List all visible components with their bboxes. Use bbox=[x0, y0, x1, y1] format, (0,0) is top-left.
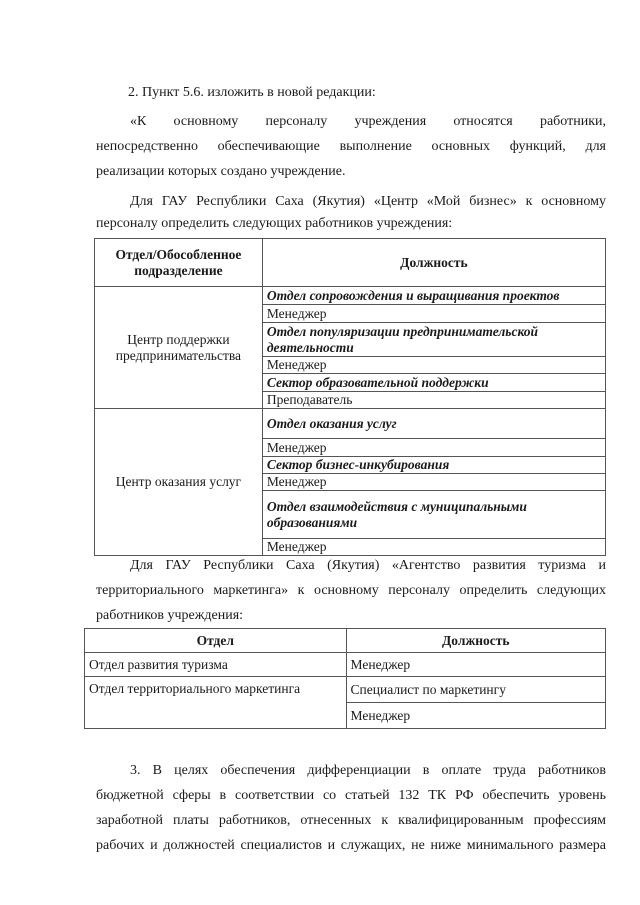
gau-biz-intro-line-2: персоналу определить следующих работников учреждения: bbox=[96, 216, 453, 231]
table2-header-position: Должность bbox=[346, 629, 605, 653]
table2-dept: Отдел территориального маркетинга bbox=[85, 677, 347, 729]
gau-tourism-intro-line-3: работников учреждения: bbox=[96, 608, 244, 623]
table1-dept-4: Отдел оказания услуг bbox=[262, 409, 605, 439]
gau-tourism-intro-line-2: территориального маркетинга» к основному персоналу определить следующих bbox=[96, 583, 606, 598]
item-3-line-1: 3. В целях обеспечения дифференциации в оплате труда работников bbox=[130, 763, 606, 778]
tourism-agency-staff-table bbox=[84, 628, 606, 729]
table1-dept-5: Сектор бизнес-инкубирования bbox=[262, 457, 605, 474]
item-3-line-3: заработной платы работников, отнесенных к квалифицированным профессиям bbox=[96, 813, 606, 828]
table1-header-department: Отдел/Обособленное подразделение bbox=[95, 239, 263, 287]
table1-position: Менеджер bbox=[262, 539, 605, 556]
table1-position: Менеджер bbox=[262, 305, 605, 323]
table2-position: Менеджер bbox=[346, 653, 605, 677]
table2-header-department: Отдел bbox=[85, 629, 347, 653]
table1-division-1: Центр поддержки предпринимательства bbox=[95, 287, 263, 409]
table1-dept-3: Сектор образовательной поддержки bbox=[262, 374, 605, 392]
table1-position: Менеджер bbox=[262, 474, 605, 491]
item-2-quote-line-3: реализации которых создано учреждение. bbox=[96, 164, 346, 179]
table1-dept-2: Отдел популяризации предпринимательской деятельности bbox=[262, 323, 605, 357]
table1-position: Менеджер bbox=[262, 357, 605, 374]
item-2-quote-line-1: «К основному персоналу учреждения относятся работники, bbox=[130, 114, 606, 129]
gau-biz-intro-line-1: Для ГАУ Республики Саха (Якутия) «Центр «Мой бизнес» к основному bbox=[130, 194, 606, 209]
table2-dept: Отдел развития туризма bbox=[85, 653, 347, 677]
table1-dept-1: Отдел сопровождения и выращивания проектов bbox=[262, 287, 605, 305]
table1-position: Преподаватель bbox=[262, 392, 605, 409]
item-2-quote-line-2: непосредственно обеспечивающие выполнение основных функций, для bbox=[96, 139, 606, 154]
table2-position: Специалист по маркетингу bbox=[346, 677, 605, 703]
gau-tourism-intro-line-1: Для ГАУ Республики Саха (Якутия) «Агентство развития туризма и bbox=[130, 558, 606, 573]
table1-dept-6: Отдел взаимодействия с муниципальными образованиями bbox=[262, 491, 605, 539]
table1-division-2: Центр оказания услуг bbox=[95, 409, 263, 556]
biz-center-staff-table bbox=[94, 238, 606, 556]
item-3-line-2: бюджетной сферы в соответствии со статьей 132 ТК РФ обеспечить уровень bbox=[96, 788, 606, 803]
table1-position: Менеджер bbox=[262, 439, 605, 457]
item-2-heading: 2. Пункт 5.6. изложить в новой редакции: bbox=[128, 85, 376, 100]
table2-position: Менеджер bbox=[346, 703, 605, 729]
table1-header-position: Должность bbox=[262, 239, 605, 287]
item-3-line-4: рабочих и должностей специалистов и служащих, не ниже минимального размера bbox=[96, 838, 606, 853]
